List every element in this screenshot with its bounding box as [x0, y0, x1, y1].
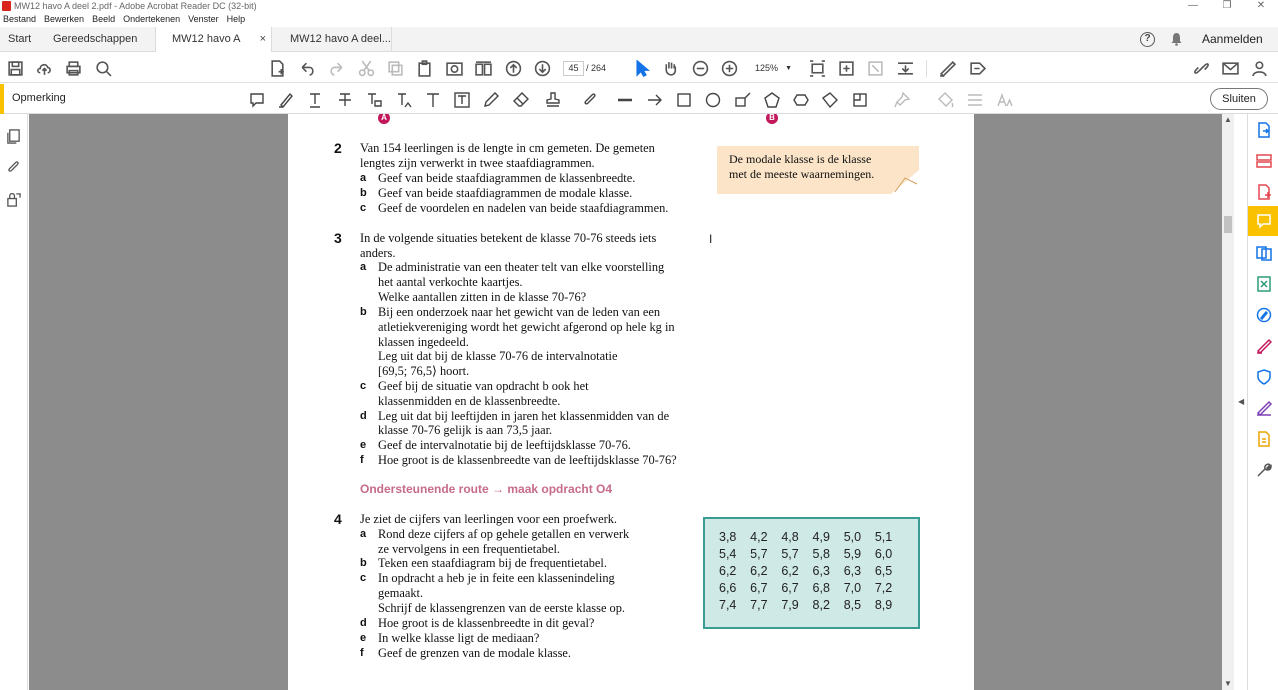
help-icon[interactable]: ? [1140, 32, 1155, 47]
snapshot-icon[interactable] [444, 58, 464, 78]
organize-pages-icon[interactable] [1254, 151, 1274, 171]
grades-data-table [703, 517, 920, 629]
table-cell: 6,0 [874, 547, 893, 561]
pdf-page [288, 114, 974, 690]
eraser-icon[interactable] [511, 90, 531, 110]
table-cell: 6,6 [719, 581, 737, 595]
cut-icon[interactable] [356, 58, 376, 78]
menu-beeld[interactable]: Beeld [92, 14, 116, 24]
sticky-note-icon[interactable] [247, 90, 267, 110]
window-title: MW12 havo A deel 2.pdf - Adobe Acrobat Reader DC (32-bit) [14, 1, 257, 11]
create-pdf-tool-icon[interactable] [1254, 182, 1274, 202]
menu-help[interactable]: Help [226, 14, 246, 24]
subquestion-text: De administratie van een theater telt van elke voorstelling [378, 260, 665, 274]
menu-bewerken[interactable]: Bewerken [44, 14, 85, 24]
menu-bestand[interactable]: Bestand [3, 14, 37, 24]
highlight-text-icon[interactable] [276, 90, 296, 110]
text-cursor-icon: I [709, 232, 713, 246]
close-comment-toolbar-button[interactable]: Sluiten [1210, 88, 1268, 110]
copy-icon[interactable] [385, 58, 405, 78]
print-icon[interactable] [63, 58, 83, 78]
comment-toolbar [0, 84, 1278, 114]
text-callout-icon[interactable] [733, 90, 753, 110]
table-cell: 7,7 [750, 598, 768, 612]
subquestion-text: Geef bij de situatie van opdracht b ook het [378, 379, 589, 393]
main-toolbar [0, 52, 1278, 83]
subquestion-text: Schrijf de klassengrenzen van de eerste klasse op. [378, 601, 626, 615]
subquestion-text: klassen ingedeeld. [378, 335, 469, 349]
question-number: 3 [334, 230, 342, 246]
menu-bar [0, 13, 1278, 27]
subquestion-text: In welke klasse ligt de mediaan? [378, 631, 540, 645]
combine-files-icon[interactable] [1254, 243, 1274, 263]
polygon-line-icon[interactable] [820, 90, 840, 110]
zoom-dropdown[interactable] [748, 61, 798, 76]
subquestion-text: Hoe groot is de klassenbreedte van de leeftijdsklasse 70-76? [378, 453, 677, 467]
subquestion-text: Rond deze cijfers af op gehele getallen en verwerk [378, 527, 630, 541]
question-text: Je ziet de cijfers van leerlingen voor een proefwerk. [360, 512, 617, 526]
table-cell: 5,0 [843, 530, 862, 544]
menu-ondertekenen[interactable]: Ondertekenen [123, 14, 181, 24]
subquestion-letter: d [360, 617, 367, 629]
fill-sign-icon[interactable] [937, 58, 957, 78]
rectangle-tool-icon[interactable] [674, 90, 694, 110]
table-cell: 6,2 [781, 564, 799, 578]
scroll-mode-icon[interactable] [895, 58, 915, 78]
tip-note-line: De modale klasse is de klasse [729, 152, 872, 166]
scrollbar-thumb[interactable] [1224, 216, 1232, 233]
table-cell: 7,4 [719, 598, 737, 612]
page-number-input[interactable]: 45 [563, 61, 584, 76]
vertical-scrollbar[interactable] [1222, 114, 1234, 690]
table-cell: 8,5 [843, 598, 862, 612]
save-icon[interactable] [5, 58, 25, 78]
strikethrough-text-icon[interactable] [335, 90, 355, 110]
question-number: 4 [334, 511, 342, 527]
page-thumbnails-icon[interactable] [4, 127, 22, 145]
export-excel-icon[interactable] [1254, 274, 1274, 294]
fill-sign-tool-icon[interactable] [1254, 336, 1274, 356]
close-window-button[interactable]: ✕ [1256, 0, 1266, 11]
exercise-marker-b: B [766, 114, 778, 124]
subquestion-text: gemaakt. [378, 586, 424, 600]
subquestion-text: Geef de grenzen van de modale klasse. [378, 646, 571, 660]
subquestion-letter: f [360, 454, 364, 466]
email-icon[interactable] [1220, 58, 1240, 78]
page-total-label: / 264 [586, 63, 607, 73]
create-pdf-icon[interactable] [267, 58, 287, 78]
select-cursor-icon[interactable] [631, 58, 651, 78]
font-size-icon[interactable] [995, 90, 1015, 110]
exercise-marker-a: A [378, 114, 390, 124]
send-review-icon[interactable] [1254, 429, 1274, 449]
table-cell: 8,2 [812, 598, 830, 612]
table-cell: 7,0 [843, 581, 862, 595]
subquestion-text: Hoe groot is de klassenbreedte in dit geval? [378, 616, 595, 630]
scroll-up-icon[interactable]: ▲ [1224, 115, 1232, 124]
stamp-icon[interactable] [543, 90, 563, 110]
subquestion-letter: a [360, 172, 367, 184]
oval-tool-icon[interactable] [703, 90, 723, 110]
subquestion-text: ze vervolgens in een frequentietabel. [378, 542, 560, 556]
table-cell: 3,8 [719, 530, 737, 544]
table-row [719, 564, 906, 581]
table-cell: 6,7 [781, 581, 799, 595]
fit-page-icon[interactable] [807, 58, 827, 78]
subquestion-letter: d [360, 410, 367, 422]
polygon-tool-icon[interactable] [762, 90, 782, 110]
table-cell: 5,7 [781, 547, 799, 561]
subquestion-text: het aantal verkochte kaartjes. [378, 275, 523, 289]
table-row [719, 598, 906, 615]
redo-icon[interactable] [326, 58, 346, 78]
zoom-value: 125% [755, 63, 779, 73]
table-cell: 5,9 [843, 547, 862, 561]
restore-button[interactable]: ❐ [1222, 0, 1232, 11]
subquestion-text: Geef de intervalnotatie bij de leeftijdsklasse 70-76. [378, 438, 631, 452]
request-signatures-icon[interactable] [1254, 398, 1274, 418]
full-screen-icon[interactable] [865, 58, 885, 78]
tip-note [717, 146, 919, 194]
question-number: 2 [334, 140, 342, 156]
chevron-down-icon: ▼ [785, 65, 792, 72]
question-text: anders. [360, 246, 396, 260]
table-cell: 5,1 [874, 530, 893, 544]
rotate-view-icon[interactable] [836, 58, 856, 78]
tip-note-line: met de meeste waarnemingen. [729, 167, 875, 181]
table-cell: 4,9 [812, 530, 830, 544]
previous-page-icon[interactable] [503, 58, 523, 78]
tab-bar [0, 27, 1278, 52]
table-cell: 5,4 [719, 547, 737, 561]
scroll-down-icon[interactable]: ▼ [1224, 679, 1232, 688]
minimize-button[interactable]: — [1188, 0, 1198, 11]
subquestion-letter: b [360, 187, 367, 199]
subquestion-letter: c [360, 202, 367, 214]
close-tab-icon[interactable]: × [259, 33, 266, 45]
share-link-icon[interactable] [1191, 58, 1211, 78]
connected-lines-icon[interactable] [850, 90, 870, 110]
text-box-icon[interactable] [452, 90, 472, 110]
tab-document-active[interactable] [155, 27, 272, 52]
notification-bell-icon[interactable] [1170, 32, 1183, 49]
table-row [719, 581, 906, 598]
window-controls [1176, 0, 1278, 13]
zoom-out-icon[interactable] [690, 58, 710, 78]
subquestion-letter: f [360, 647, 364, 659]
zoom-in-icon[interactable] [719, 58, 739, 78]
comment-toolbar-label: Opmerking [12, 92, 66, 104]
acrobat-logo-icon [2, 1, 11, 11]
table-cell: 7,9 [781, 598, 799, 612]
subquestion-letter: e [360, 632, 367, 644]
table-cell: 6,2 [719, 564, 737, 578]
line-weight-icon[interactable] [965, 90, 985, 110]
more-tools-icon[interactable] [1254, 460, 1274, 480]
table-cell: 6,7 [750, 581, 768, 595]
document-viewport[interactable] [29, 114, 1222, 690]
fill-color-icon[interactable] [936, 90, 956, 110]
edit-pdf-icon[interactable] [1254, 305, 1274, 325]
add-text-icon[interactable] [423, 90, 443, 110]
security-lock-icon[interactable] [4, 190, 22, 208]
undo-icon[interactable] [297, 58, 317, 78]
export-pdf-icon[interactable] [1254, 120, 1274, 140]
table-row [719, 547, 906, 564]
right-tools-panel [1247, 114, 1278, 690]
subquestion-text: atletiekvereniging wordt het gewicht afgerond op hele kg in [378, 320, 675, 334]
support-route-label: Ondersteunende route → maak opdracht O4 [360, 482, 613, 496]
account-settings-icon[interactable] [1250, 58, 1270, 78]
arrow-tool-icon[interactable] [645, 90, 665, 110]
question-text: lengtes zijn verwerkt in twee staafdiagrammen. [360, 156, 595, 170]
left-navigation-panel [0, 114, 28, 690]
table-cell: 4,8 [781, 530, 799, 544]
subquestion-text: Geef van beide staafdiagrammen de klassenbreedte. [378, 171, 636, 185]
table-cell: 6,8 [812, 581, 830, 595]
subquestion-text: Geef van beide staafdiagrammen de modale klasse. [378, 186, 633, 200]
send-for-signature-icon[interactable] [967, 58, 987, 78]
sign-in-link[interactable]: Aanmelden [1202, 32, 1263, 46]
note-fold-icon [891, 170, 919, 194]
attach-file-icon[interactable] [580, 90, 600, 110]
comment-accent-bar [0, 84, 4, 114]
cloud-tool-icon[interactable] [791, 90, 811, 110]
subquestion-letter: a [360, 261, 367, 273]
upload-cloud-icon[interactable] [34, 58, 54, 78]
tab-document-2[interactable]: MW12 havo A deel... [272, 27, 392, 52]
next-page-icon[interactable] [532, 58, 552, 78]
table-cell: 5,8 [812, 547, 830, 561]
question-text: In de volgende situaties betekent de klasse 70-76 steeds iets [360, 231, 657, 245]
subquestion-text: klassenmidden en de klassenbreedte. [378, 394, 561, 408]
hand-tool-icon[interactable] [660, 58, 680, 78]
subquestion-text: [69,5; 76,5⟩ hoort. [378, 364, 470, 378]
table-row [719, 530, 906, 547]
question-text: Van 154 leerlingen is de lengte in cm gemeten. De gemeten [360, 141, 655, 155]
pencil-draw-icon[interactable] [481, 90, 501, 110]
table-cell: 6,5 [874, 564, 893, 578]
replace-text-icon[interactable] [364, 90, 384, 110]
comment-tool-icon[interactable] [1248, 206, 1278, 236]
subquestion-text: Teken een staafdiagram bij de frequentietabel. [378, 556, 607, 570]
search-icon[interactable] [93, 58, 113, 78]
table-cell: 6,3 [843, 564, 862, 578]
subquestion-text: Leg uit dat bij leeftijden in jaren het klassenmidden van de [378, 409, 670, 423]
table-cell: 7,2 [874, 581, 893, 595]
title-bar [0, 0, 1278, 13]
subquestion-letter: c [360, 572, 367, 584]
table-cell: 6,2 [750, 564, 768, 578]
pin-icon[interactable] [892, 90, 912, 110]
subquestion-text: Bij een onderzoek naar het gewicht van de leden van een [378, 305, 661, 319]
subquestion-letter: c [360, 380, 367, 392]
line-tool-icon[interactable] [615, 90, 635, 110]
subquestion-letter: b [360, 306, 367, 318]
menu-venster[interactable]: Venster [188, 14, 219, 24]
tab-start[interactable]: Start [8, 33, 32, 45]
subquestion-text: In opdracht a heb je in feite een klassenindeling [378, 571, 615, 585]
subquestion-text: klasse 70-76 gelijk is aan 73,5 jaar. [378, 423, 553, 437]
table-cell: 8,9 [874, 598, 893, 612]
subquestion-text: Geef de voordelen en nadelen van beide staafdiagrammen. [378, 201, 669, 215]
insert-text-icon[interactable] [394, 90, 414, 110]
table-cell: 6,3 [812, 564, 830, 578]
table-cell: 5,7 [750, 547, 768, 561]
pages-view-icon[interactable] [473, 58, 493, 78]
toolbar-separator [926, 60, 927, 77]
subquestion-letter: a [360, 528, 367, 540]
subquestion-text: Welke aantallen zitten in de klasse 70-76? [378, 290, 587, 304]
subquestion-letter: e [360, 439, 367, 451]
tab-document-label: MW12 havo A [172, 33, 240, 45]
collapse-right-panel-icon[interactable]: ◀ [1238, 397, 1245, 406]
subquestion-text: Leg uit dat bij de klasse 70-76 de intervalnotatie [378, 349, 618, 363]
underline-text-icon[interactable] [305, 90, 325, 110]
paste-icon[interactable] [414, 58, 434, 78]
tab-tools[interactable]: Gereedschappen [53, 33, 138, 45]
attachments-icon[interactable] [4, 158, 22, 176]
table-cell: 4,2 [750, 530, 768, 544]
subquestion-letter: b [360, 557, 367, 569]
protect-shield-icon[interactable] [1254, 367, 1274, 387]
